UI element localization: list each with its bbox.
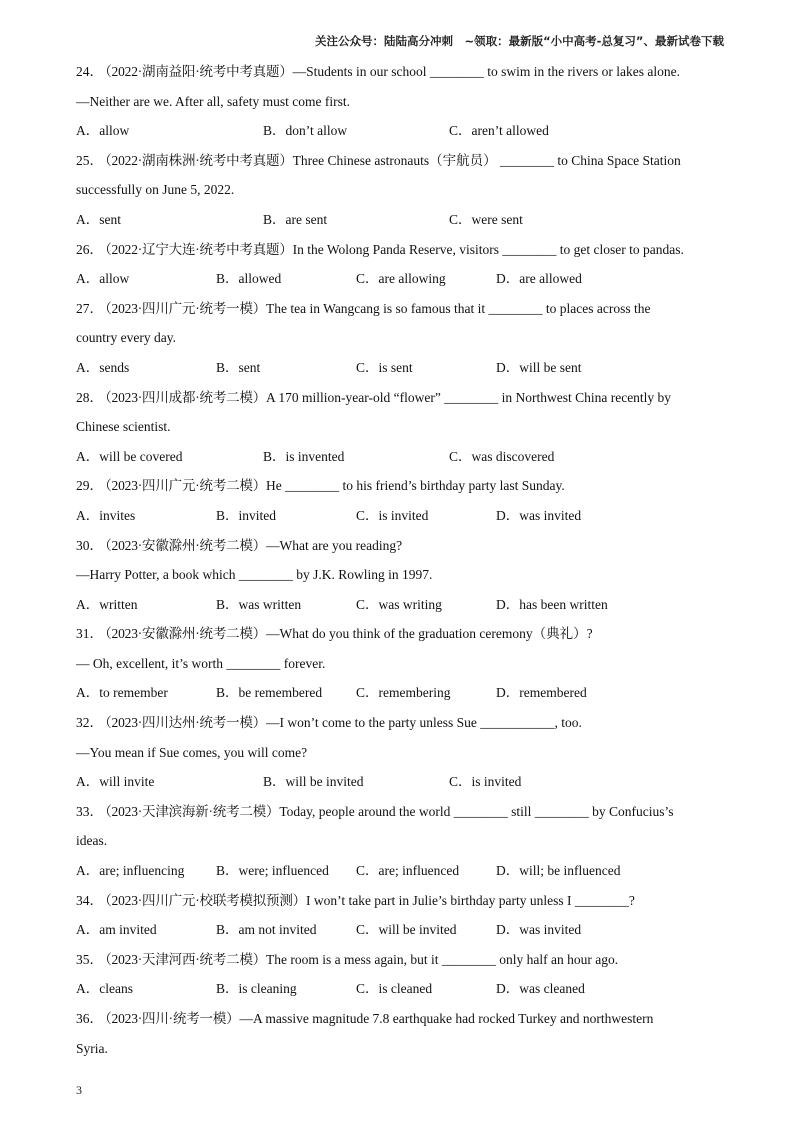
answer-option: B．is invented [263, 448, 345, 464]
question-number: 28． [76, 389, 103, 405]
question-source: （2023·四川广元·校联考模拟预测） [105, 892, 306, 908]
question-source: （2023·四川广元·统考一模） [105, 300, 267, 316]
question-stem [76, 235, 726, 265]
answer-options [76, 442, 726, 472]
question-source: （2023·安徽滁州·统考二模） [105, 626, 267, 642]
answer-options [76, 501, 726, 531]
question-number: 33． [76, 803, 103, 819]
answer-option: B．are sent [263, 211, 328, 227]
answer-option: B．was written [216, 596, 302, 612]
question-number: 31． [76, 626, 103, 642]
answer-options [76, 767, 726, 797]
answer-option: B．will be invited [263, 774, 364, 790]
question-text: —Neither are we. After all, safety must come first. [76, 93, 351, 109]
answer-option: A．invites [76, 507, 136, 523]
answer-option: D．remembered [496, 685, 587, 701]
question-text: —What are you reading? [266, 537, 403, 553]
question-stem-continued [76, 560, 726, 590]
question-text: country every day. [76, 330, 176, 346]
question-number: 35． [76, 951, 103, 967]
answer-option: C．will be invited [356, 922, 457, 938]
answer-option: C．is invited [356, 507, 429, 523]
answer-option: B．don’t allow [263, 123, 348, 139]
answer-option: C．is sent [356, 359, 413, 375]
question-source: （2023·四川·统考一模） [105, 1011, 240, 1026]
question-stem [76, 886, 726, 916]
answer-option: B．am not invited [216, 922, 317, 938]
answer-option: A．written [76, 596, 138, 612]
question-number: 36． [76, 1011, 103, 1026]
question-text: Three Chinese astronauts（宇航员） ________ to China Space Station [292, 152, 681, 168]
question-stem-continued [76, 323, 726, 353]
question-stem [76, 294, 726, 324]
question-number: 29． [76, 478, 103, 494]
answer-option: A．allow [76, 271, 130, 287]
question-text: —I won’t come to the party unless Sue ___________, too. [266, 715, 582, 731]
question-source: （2023·天津滨海新·统考二模） [105, 803, 280, 819]
question-stem-continued [76, 649, 726, 679]
page-number: 3 [76, 1083, 82, 1097]
answer-option: A．cleans [76, 981, 133, 997]
answer-options [76, 856, 726, 886]
question-stem-continued [76, 826, 726, 856]
question-text: —What do you think of the graduation ceremony（典礼）? [266, 626, 593, 642]
answer-options [76, 974, 726, 1004]
question-text: ideas. [76, 833, 108, 849]
question-stem [76, 708, 726, 738]
question-stem-continued [76, 1034, 726, 1064]
question-source: （2022·湖南株洲·统考中考真题） [105, 152, 293, 168]
answer-options [76, 116, 726, 146]
answer-option: A．are; influencing [76, 863, 185, 879]
question-number: 25． [76, 152, 103, 168]
question-list [76, 57, 726, 1063]
question-number: 26． [76, 241, 103, 257]
question-stem [76, 471, 726, 501]
page-header: 关注公众号：陆陆高分冲刺 ~领取：最新版“小中高考-总复习”、最新试卷下载 [314, 34, 724, 48]
question-source: （2022·湖南益阳·统考中考真题） [105, 64, 293, 79]
answer-option: C．is invited [449, 774, 522, 790]
question-text: The room is a mess again, but it ________ only half an hour ago. [266, 951, 619, 967]
answer-option: A．am invited [76, 922, 157, 938]
answer-option: D．will; be influenced [496, 863, 621, 879]
question-stem [76, 57, 726, 87]
question-text: Today, people around the world ________ still ________ by Confucius’s [279, 803, 674, 819]
question-source: （2023·天津河西·统考二模） [105, 951, 267, 967]
answer-option: B．allowed [216, 271, 282, 287]
answer-option: C．was writing [356, 596, 442, 612]
question-stem [76, 797, 726, 827]
answer-option: B．invited [216, 507, 276, 523]
question-text: In the Wolong Panda Reserve, visitors ________ to get closer to pandas. [292, 241, 684, 257]
answer-option: C．remembering [356, 685, 451, 701]
answer-options [76, 590, 726, 620]
answer-options [76, 353, 726, 383]
question-stem [76, 619, 726, 649]
question-text: Syria. [76, 1040, 108, 1056]
answer-option: B．be remembered [216, 685, 323, 701]
answer-options [76, 915, 726, 945]
answer-option: B．is cleaning [216, 981, 297, 997]
question-text: The tea in Wangcang is so famous that it ________ to places across the [266, 300, 651, 316]
answer-option: A．sends [76, 359, 130, 375]
answer-option: C．was discovered [449, 448, 555, 464]
answer-option: A．will be covered [76, 448, 183, 464]
question-text: —Students in our school ________ to swim in the rivers or lakes alone. [292, 64, 680, 79]
question-number: 30． [76, 537, 103, 553]
question-number: 34． [76, 892, 103, 908]
question-stem [76, 146, 726, 176]
question-text: Chinese scientist. [76, 419, 171, 435]
question-stem [76, 1004, 726, 1034]
answer-option: C．aren’t allowed [449, 123, 549, 139]
question-text: He ________ to his friend’s birthday party last Sunday. [266, 478, 565, 494]
question-stem [76, 383, 726, 413]
answer-option: A．to remember [76, 685, 168, 701]
question-text: A 170 million-year-old “flower” ________ in Northwest China recently by [266, 389, 672, 405]
question-source: （2023·四川成都·统考二模） [105, 389, 267, 405]
question-text: —A massive magnitude 7.8 earthquake had rocked Turkey and northwestern [239, 1011, 654, 1026]
question-number: 27． [76, 300, 103, 316]
answer-options [76, 205, 726, 235]
question-stem [76, 531, 726, 561]
question-text: — Oh, excellent, it’s worth ________ forever. [76, 655, 326, 671]
answer-option: A．sent [76, 211, 121, 227]
question-source: （2023·四川广元·统考二模） [105, 478, 267, 494]
answer-option: D．was invited [496, 922, 582, 938]
answer-option: A．allow [76, 123, 130, 139]
question-stem-continued [76, 412, 726, 442]
answer-option: C．are; influenced [356, 863, 460, 879]
question-text: I won’t take part in Julie’s birthday party unless I ________? [305, 892, 635, 908]
question-text: —Harry Potter, a book which ________ by J.K. Rowling in 1997. [76, 567, 433, 583]
answer-option: A．will invite [76, 774, 155, 790]
question-source: （2023·安徽滁州·统考二模） [105, 537, 267, 553]
question-source: （2023·四川达州·统考一模） [105, 715, 267, 731]
question-number: 32． [76, 715, 103, 731]
answer-option: C．is cleaned [356, 981, 433, 997]
question-text: successfully on June 5, 2022. [76, 182, 235, 198]
answer-option: C．were sent [449, 211, 523, 227]
answer-option: D．was cleaned [496, 981, 585, 997]
question-source: （2022·辽宁大连·统考中考真题） [105, 241, 293, 257]
answer-option: D．was invited [496, 507, 582, 523]
answer-option: C．are allowing [356, 271, 446, 287]
answer-option: B．were; influenced [216, 863, 329, 879]
question-stem-continued [76, 175, 726, 205]
answer-option: D．will be sent [496, 359, 582, 375]
question-stem-continued [76, 87, 726, 117]
answer-option: D．are allowed [496, 271, 582, 287]
answer-option: D．has been written [496, 596, 608, 612]
question-stem [76, 945, 726, 975]
answer-options [76, 264, 726, 294]
question-number: 24． [76, 64, 103, 79]
answer-options [76, 678, 726, 708]
answer-option: B．sent [216, 359, 261, 375]
question-stem-continued [76, 738, 726, 768]
question-text: —You mean if Sue comes, you will come? [76, 744, 308, 760]
